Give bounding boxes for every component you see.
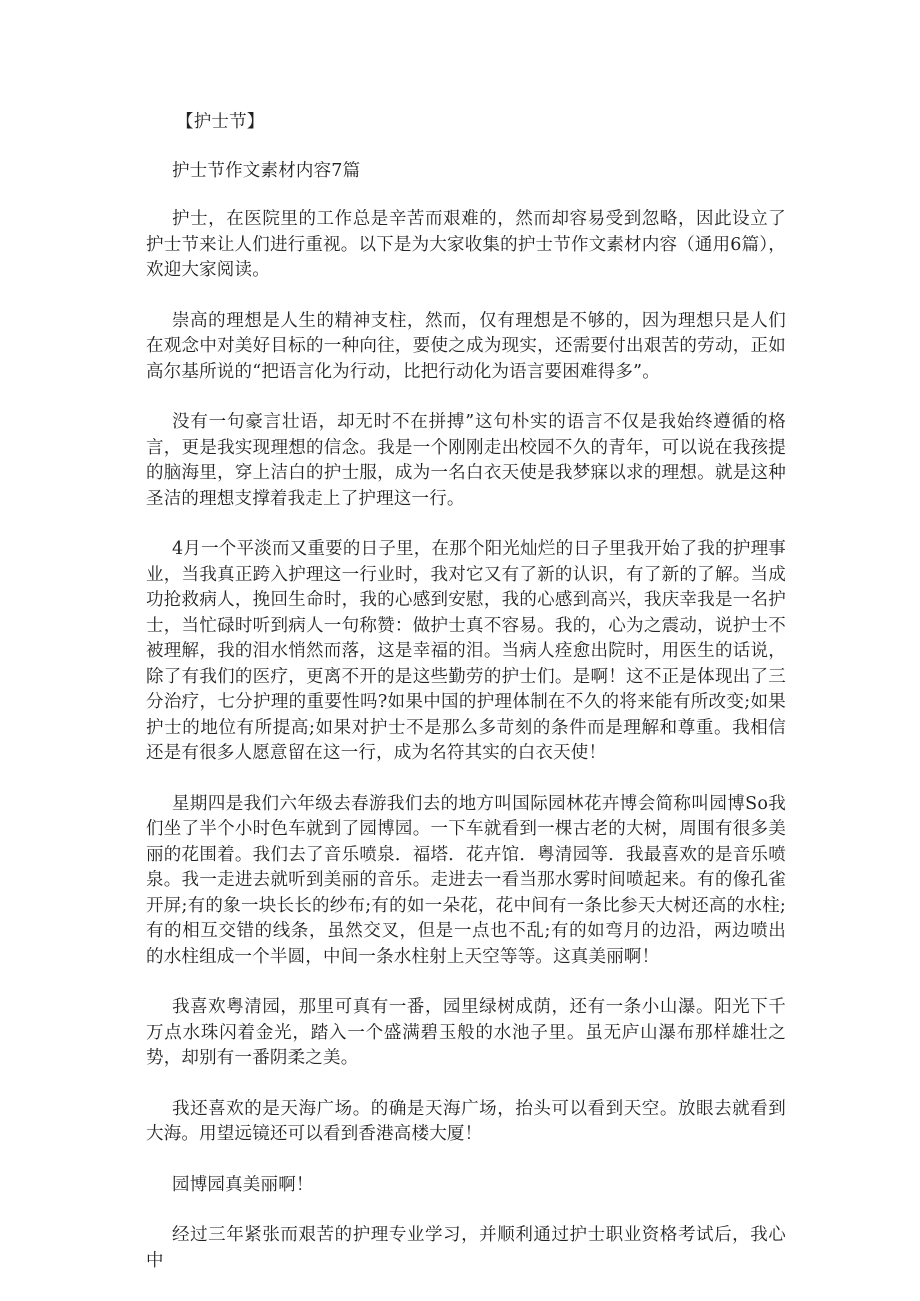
paragraph-ideal: 崇高的理想是人生的精神支柱，然而，仅有理想是不够的，因为理想只是人们在观念中对美好目标的一种向往，要使之成为现实，还需要付出艰苦的劳动，正如高尔基所说的“把语言化为行动，比把行动化为语言要困难得多”。 [146, 310, 786, 382]
document-subtitle: 护士节作文素材内容7篇 [172, 160, 361, 181]
paragraph-intro: 护士，在医院里的工作总是辛苦而艰难的，然而却容易受到忽略，因此设立了护士节来让人们进行重视。以下是为大家收集的护士节作文素材内容（通用6篇），欢迎大家阅读。 [146, 209, 786, 280]
paragraph-three-years: 经过三年紧张而艰苦的护理专业学习，并顺利通过护士职业资格考试后，我心中 [146, 1225, 786, 1271]
paragraph-tianhai-square: 我还喜欢的是天海广场。的确是天海广场，抬头可以看到天空。放眼去就看到大海。用望远镜还可以看到香港高楼大厦！ [146, 1098, 786, 1144]
paragraph-april: 4月一个平淡而又重要的日子里，在那个阳光灿烂的日子里我开始了我的护理事业，当我真正跨入护理这一行业时，我对它又有了新的认识，有了新的了解。当成功抢救病人，挽回生命时，我的心感到安慰，我的心感到高兴，我庆幸我是一名护士，当忙碌时听到病人一句称赞：做护士真不容易。我的，心为之震动，说护士不被理解，我的泪水悄然而落，这是幸福的泪。当病人痊愈出院时，用医生的话说，除了有我们的医疗，更离不开的是这些勤劳的护士们。是啊！这不正是体现出了三分治疗，七分护理的重要性吗?如果中国的护理体制在不久的将来能有所改变;如果护士的地位有所提高;如果对护士不是那么多苛刻的条件而是理解和尊重。我相信还是有很多人愿意留在这一行，成为名符其实的白衣天使！ [146, 539, 786, 763]
document-body [146, 110, 786, 1299]
bracket-title: 【护士节】 [176, 112, 265, 132]
paragraph-yueqing-garden: 我喜欢粤清园，那里可真有一番，园里绿树成荫，还有一条小山瀑。阳光下千万点水珠闪着金光，踏入一个盛满碧玉般的水池子里。虽无庐山瀑布那样雄壮之势，却别有一番阴柔之美。 [146, 997, 786, 1068]
paragraph-spring-trip: 星期四是我们六年级去春游我们去的地方叫国际园林花卉博会简称叫园博So我们坐了半个小时色车就到了园博园。一下车就看到一棵古老的大树，周围有很多美丽的花围着。我们去了音乐喷泉．福塔．花卉馆．粤清园等．我最喜欢的是音乐喷泉。我一走进去就听到美丽的音乐。走进去一看当那水雾时间喷起来。有的像孔雀开屏;有的象一块长长的纱布;有的如一朵花，花中间有一条比参天大树还高的水柱;有的相互交错的线条，虽然交叉，但是一点也不乱;有的如弯月的边沿，两边喷出的水柱组成一个半圆，中间一条水柱射上天空等等。这真美丽啊！ [146, 793, 786, 967]
paragraph-expo-beautiful: 园博园真美丽啊！ [172, 1174, 314, 1195]
paragraph-motto: 没有一句豪言壮语，却无时不在拼搏”这句朴实的语言不仅是我始终遵循的格言，更是我实现理想的信念。我是一个刚刚走出校园不久的青年，可以说在我孩提的脑海里，穿上洁白的护士服，成为一名白衣天使是我梦寐以求的理想。就是这种圣洁的理想支撑着我走上了护理这一行。 [146, 412, 786, 509]
